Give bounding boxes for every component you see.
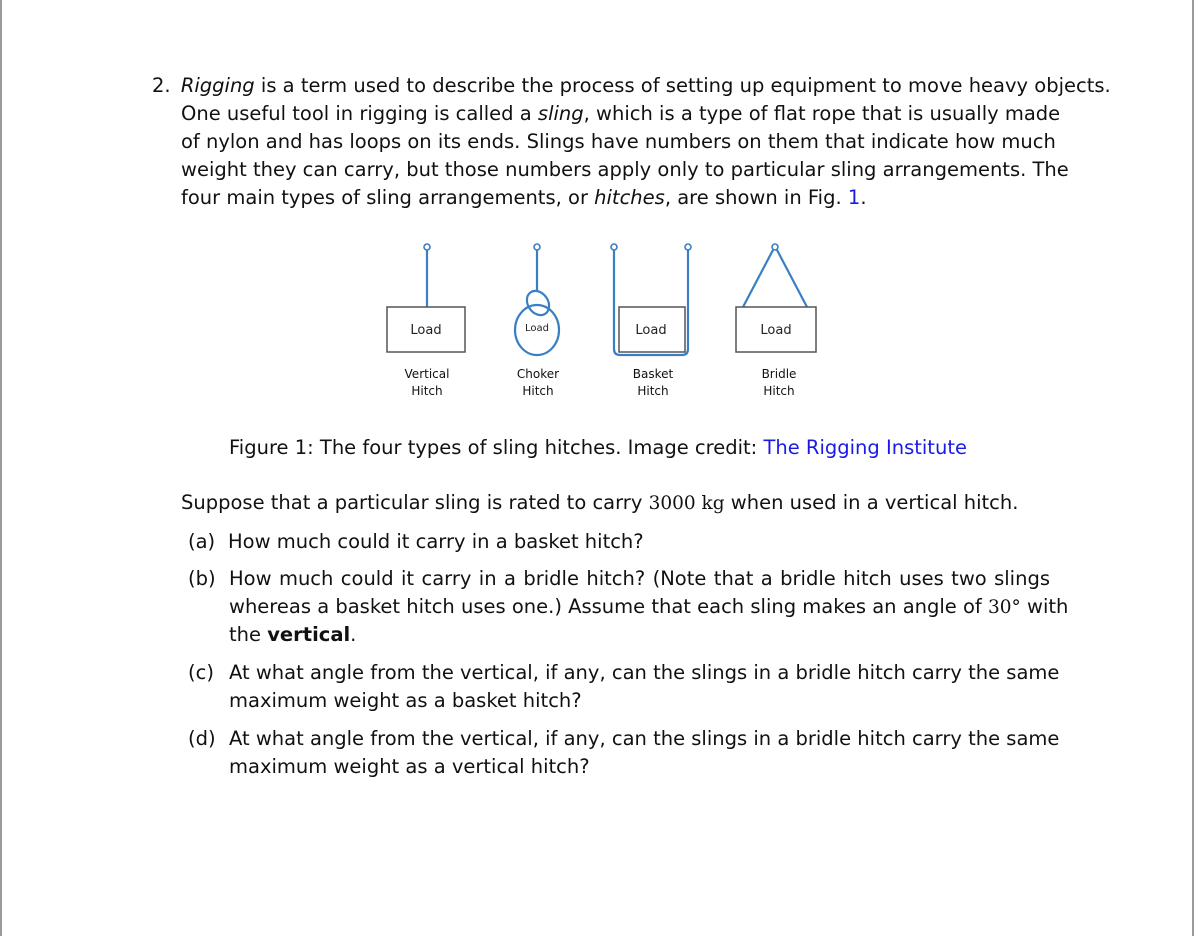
problem-number: 2.	[152, 74, 171, 97]
bridle-hitch-eye	[772, 244, 778, 250]
figure-caption: Figure 1: The four types of sling hitches. Image credit: The Rigging Institute	[229, 436, 967, 459]
question-c-label: (c)	[188, 661, 214, 684]
figure-ref-link[interactable]: 1	[847, 186, 861, 209]
choker-hitch-loop	[522, 287, 553, 320]
question-a-label: (a)	[188, 530, 216, 553]
choker-hitch-eye	[534, 244, 540, 250]
bridle-hitch-label: Bridle Hitch	[761, 367, 797, 398]
vertical-hitch-label: Vertical Hitch	[404, 367, 450, 398]
choker-hitch-label: Choker Hitch	[516, 367, 560, 398]
term-sling: sling	[537, 102, 584, 125]
rated-load-value: 3000 kg	[648, 493, 725, 514]
page-border-left	[0, 0, 2, 936]
problem-line-3: of nylon and has loops on its ends. Slings have numbers on them that indicate how much	[181, 130, 1056, 153]
problem-line-4: weight they can carry, but those numbers apply only to particular sling arrangements. The	[181, 158, 1069, 181]
vertical-hitch-eye	[424, 244, 430, 250]
vertical-load-label: Load	[410, 323, 442, 338]
question-a	[188, 528, 644, 556]
question-intro: Suppose that a particular sling is rated to carry 3000 kg when used in a vertical hitch.	[181, 491, 1019, 514]
bridle-load-label: Load	[760, 323, 792, 338]
sling-hitches-figure	[375, 235, 825, 360]
bridle-hitch-sling-left	[743, 250, 773, 307]
vertical-bold: vertical	[267, 623, 351, 646]
problem-line-2: One useful tool in rigging is called a sling, which is a type of flat rope that is usually made	[181, 102, 1061, 125]
question-d-line-2: maximum weight as a vertical hitch?	[229, 755, 590, 778]
basket-hitch-label: Basket Hitch	[632, 367, 674, 398]
term-hitches: hitches	[594, 186, 665, 209]
image-credit-link[interactable]: The Rigging Institute	[763, 436, 967, 459]
basket-load-label: Load	[635, 323, 667, 338]
bridle-hitch-sling-right	[777, 250, 807, 307]
question-c-line-2: maximum weight as a basket hitch?	[229, 689, 582, 712]
question-b-line-1: How much could it carry in a bridle hitch? (Note that a bridle hitch uses two slings	[229, 567, 1050, 590]
question-b-label: (b)	[188, 567, 216, 590]
question-d-line-1: At what angle from the vertical, if any, can the slings in a bridle hitch carry the same	[229, 727, 1060, 750]
question-d-label: (d)	[188, 727, 216, 750]
term-rigging: Rigging	[180, 74, 255, 97]
question-b-line-2: whereas a basket hitch uses one.) Assume that each sling makes an angle of 30° with	[229, 595, 1069, 618]
basket-hitch-eye-right	[685, 244, 691, 250]
question-c-line-1: At what angle from the vertical, if any, can the slings in a bridle hitch carry the same	[229, 661, 1060, 684]
question-b-line-3: the vertical.	[229, 623, 357, 646]
question-a-text: How much could it carry in a basket hitch?	[228, 530, 644, 553]
angle-30: 30°	[988, 597, 1021, 618]
problem-line-5: four main types of sling arrangements, or hitches, are shown in Fig. 1.	[181, 186, 867, 209]
basket-hitch-eye-left	[611, 244, 617, 250]
choker-load-label: Load	[525, 323, 549, 334]
problem-line-1: 2. Rigging is a term used to describe the process of setting up equipment to move heavy objects.	[152, 74, 1111, 97]
